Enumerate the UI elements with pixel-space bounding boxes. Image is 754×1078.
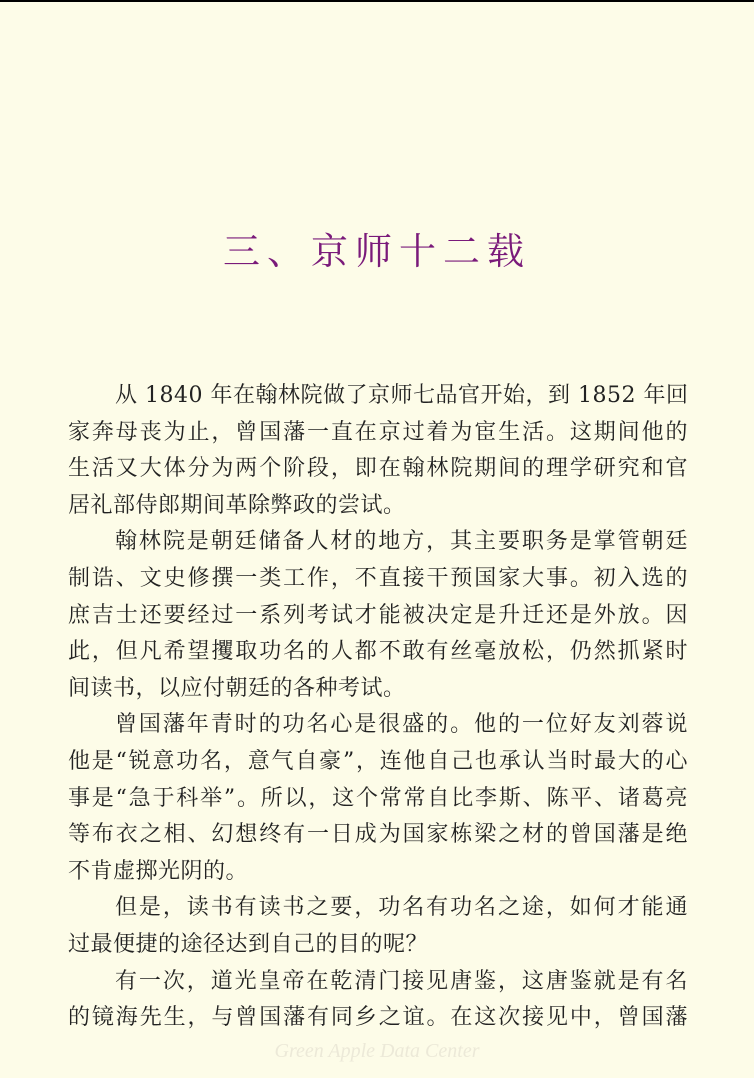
text-line: 不肯虚掷光阴的。 <box>68 858 249 884</box>
text-line: 此，但凡希望攫取功名的人都不敢有丝毫放松，仍然抓紧时 <box>68 639 688 665</box>
paragraph <box>68 964 688 1037</box>
text-line: 等布衣之相、幻想终有一日成为国家栋梁之材的曾国藩是绝 <box>68 822 688 848</box>
paragraph <box>68 524 688 707</box>
text-line: 翰林院是朝廷储备人材的地方，其主要职务是掌管朝廷 <box>115 529 688 555</box>
text-line: 间读书，以应付朝廷的各种考试。 <box>68 675 406 701</box>
watermark: Green Apple Data Center <box>274 1040 480 1062</box>
text-line: 家奔母丧为止，曾国藩一直在京过着为宦生活。这期间他的 <box>68 419 688 445</box>
text-line: 但是，读书有读书之要，功名有功名之途，如何才能通 <box>115 895 688 921</box>
text-line: 居礼部侍郎期间革除弊政的尝试。 <box>68 492 406 518</box>
text-line: 庶吉士还要经过一系列考试才能被决定是升迁还是外放。因 <box>68 602 688 628</box>
paragraph <box>68 890 688 963</box>
paragraph <box>68 378 688 524</box>
chapter-body <box>68 378 688 1037</box>
top-border-rule <box>0 0 754 2</box>
text-line: 曾国藩年青时的功名心是很盛的。他的一位好友刘蓉说 <box>115 712 688 738</box>
paragraph <box>68 707 688 890</box>
text-line: 制诰、文史修撰一类工作，不直接干预国家大事。初入选的 <box>68 565 688 591</box>
text-line: 生活又大体分为两个阶段，即在翰林院期间的理学研究和官 <box>68 456 688 482</box>
text-line: 事是“急于科举”。所以，这个常常自比李斯、陈平、诸葛亮 <box>68 785 688 811</box>
chapter-title: 三、京师十二载 <box>223 230 531 273</box>
text-line: 他是“锐意功名，意气自豪”，连他自己也承认当时最大的心 <box>68 748 688 774</box>
text-line: 有一次，道光皇帝在乾清门接见唐鉴，这唐鉴就是有名 <box>115 968 688 994</box>
text-line: 的镜海先生，与曾国藩有同乡之谊。在这次接见中，曾国藩 <box>68 1005 688 1031</box>
text-line: 过最便捷的途径达到自己的目的呢？ <box>68 931 429 957</box>
text-line: 从 1840 年在翰林院做了京师七品官开始，到 1852 年回 <box>115 383 689 408</box>
